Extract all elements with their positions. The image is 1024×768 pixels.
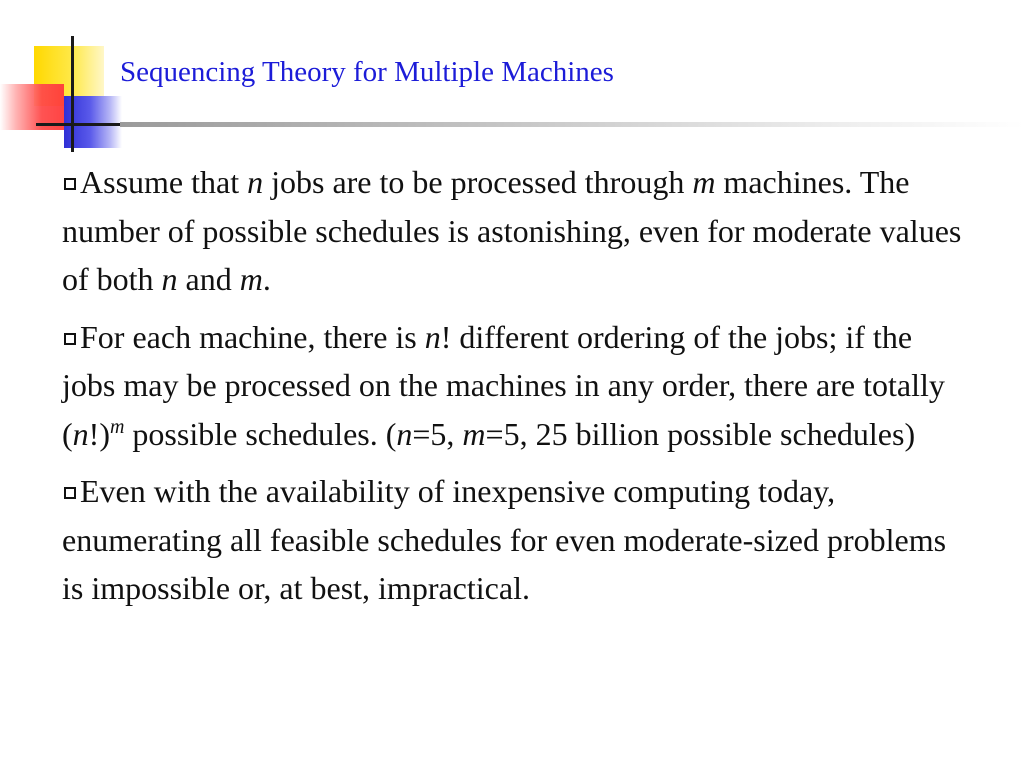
bullet-item bbox=[62, 313, 962, 459]
square-bullet-icon bbox=[64, 178, 76, 190]
bullet-text: . bbox=[262, 261, 271, 297]
bullet-text: and bbox=[177, 261, 240, 297]
bullet-text: For each machine, there is bbox=[80, 318, 425, 355]
bullet-text: Assume that bbox=[80, 164, 248, 200]
bullet-text: machines. The number of possible schedules is astonishing, even for moderate values of both bbox=[62, 164, 962, 297]
bullet-text: ! different ordering of the jobs; if the jobs may be processed on the machines in any order, there are totally ( bbox=[62, 318, 945, 452]
bullet-text: possible schedules. ( bbox=[124, 415, 397, 452]
variable-n: n bbox=[161, 261, 178, 297]
variable-n: n bbox=[72, 415, 89, 452]
bullet-text: Even with the availability of inexpensive computing today, enumerating all feasible schedules for even moderate-sized problems is impossible or, at best, impractical. bbox=[62, 473, 947, 606]
bullet-text: !) bbox=[88, 415, 110, 452]
square-bullet-icon bbox=[64, 487, 76, 499]
variable-m: m bbox=[692, 164, 716, 200]
square-bullet-icon bbox=[64, 333, 76, 345]
bullet-item bbox=[62, 467, 962, 613]
variable-n: n bbox=[247, 164, 264, 200]
variable-n: n bbox=[396, 415, 413, 452]
variable-n: n bbox=[424, 318, 441, 355]
logo-vertical-line bbox=[71, 36, 74, 152]
logo-horizontal-line bbox=[36, 123, 126, 126]
variable-m: m bbox=[462, 415, 486, 452]
exponent-m: m bbox=[109, 415, 125, 438]
bullet-item bbox=[62, 158, 962, 304]
bullet-text: =5, 25 billion possible schedules) bbox=[485, 415, 916, 452]
slide-body bbox=[62, 158, 962, 622]
slide-title: Sequencing Theory for Multiple Machines bbox=[120, 56, 614, 88]
variable-m: m bbox=[239, 261, 263, 297]
title-divider bbox=[120, 122, 1024, 127]
bullet-text: =5, bbox=[412, 415, 463, 452]
bullet-text: jobs are to be processed through bbox=[263, 164, 693, 200]
